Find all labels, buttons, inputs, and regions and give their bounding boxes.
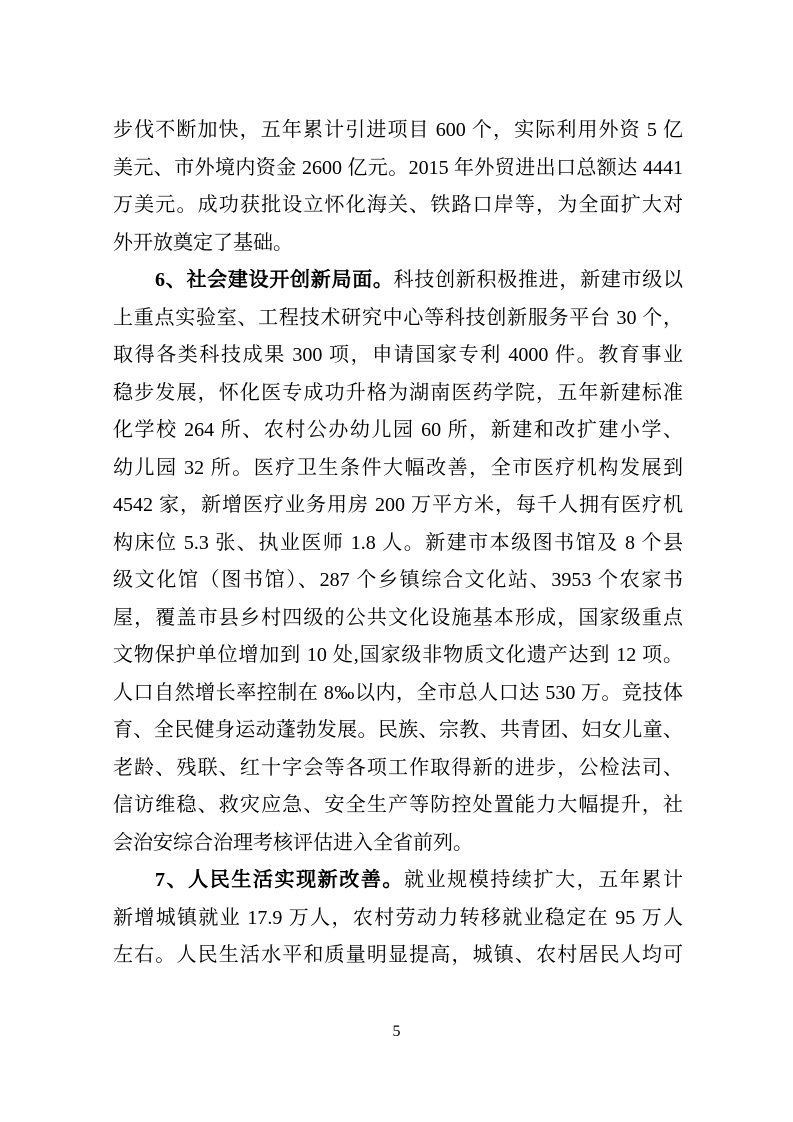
document-body [113, 112, 683, 975]
text-line [113, 337, 683, 375]
text-line [113, 600, 683, 638]
section-heading: 6、社会建设开创新局面。 [155, 269, 394, 291]
text-line [113, 862, 683, 900]
text-line [113, 675, 683, 713]
page-footer [0, 1020, 793, 1044]
text-line [113, 225, 683, 263]
body-text: 科技创新积极推进，新建市级以 [393, 269, 683, 291]
body-text: 4542 家，新增医疗业务用房 200 万平方米，每千人拥有医疗机 [113, 494, 683, 516]
body-text: 取得各类科技成果 300 项，申请国家专利 4000 件。教育事业 [113, 344, 683, 366]
text-line [113, 412, 683, 450]
body-text: 稳步发展，怀化医专成功升格为湖南医药学院，五年新建标准 [113, 381, 683, 404]
body-text: 文物保护单位增加到 10 处,国家级非物质文化遗产达到 12 项。 [113, 644, 683, 666]
text-line [113, 487, 683, 525]
text-line [113, 150, 683, 188]
text-line [113, 900, 683, 938]
body-text: 人口自然增长率控制在 8‰以内，全市总人口达 530 万。竞技体 [113, 681, 683, 704]
page-number: 5 [392, 1023, 401, 1040]
text-line [113, 450, 683, 488]
body-text: 步伐不断加快，五年累计引进项目 600 个，实际利用外资 5 亿 [113, 119, 683, 141]
body-text: 外开放奠定了基础。 [113, 231, 293, 254]
text-line [113, 300, 683, 338]
body-text: 屋，覆盖市县乡村四级的公共文化设施基本形成，国家级重点 [113, 606, 683, 629]
text-line [113, 562, 683, 600]
text-line [113, 750, 683, 788]
text-line [113, 637, 683, 675]
text-line [113, 187, 683, 225]
body-text: 上重点实验室、工程技术研究中心等科技创新服务平台 30 个， [113, 306, 683, 329]
body-text: 化学校 264 所、农村公办幼儿园 60 所，新建和改扩建小学、 [113, 419, 683, 441]
text-line [113, 712, 683, 750]
body-text: 左右。人民生活水平和质量明显提高，城镇、农村居民人均可 [113, 944, 683, 966]
body-text: 老龄、残联、红十字会等各项工作取得新的进步，公检法司、 [113, 756, 683, 779]
body-text: 级文化馆（图书馆）、287 个乡镇综合文化站、3953 个农家书 [113, 569, 683, 591]
body-text: 构床位 5.3 张、执业医师 1.8 人。新建市本级图书馆及 8 个县 [113, 531, 683, 554]
body-text: 育、全民健身运动蓬勃发展。民族、宗教、共青团、妇女儿童、 [113, 719, 683, 741]
text-line [113, 525, 683, 563]
text-line [113, 937, 683, 975]
text-line [113, 262, 683, 300]
body-text: 信访维稳、救灾应急、安全生产等防控处置能力大幅提升，社 [113, 794, 683, 816]
body-text: 幼儿园 32 所。医疗卫生条件大幅改善，全市医疗机构发展到 [113, 456, 683, 479]
section-heading: 7、人民生活实现新改善。 [155, 869, 404, 891]
text-line [113, 375, 683, 413]
body-text: 美元、市外境内资金 2600 亿元。2015 年外贸进出口总额达 4441 [113, 156, 683, 179]
body-text: 新增城镇就业 17.9 万人，农村劳动力转移就业稳定在 95 万人 [113, 906, 683, 929]
body-text: 就业规模持续扩大，五年累计 [404, 869, 683, 891]
text-line [113, 787, 683, 825]
text-line [113, 112, 683, 150]
text-line [113, 825, 683, 863]
body-text: 会治安综合治理考核评估进入全省前列。 [113, 831, 473, 854]
body-text: 万美元。成功获批设立怀化海关、铁路口岸等，为全面扩大对 [113, 194, 683, 216]
